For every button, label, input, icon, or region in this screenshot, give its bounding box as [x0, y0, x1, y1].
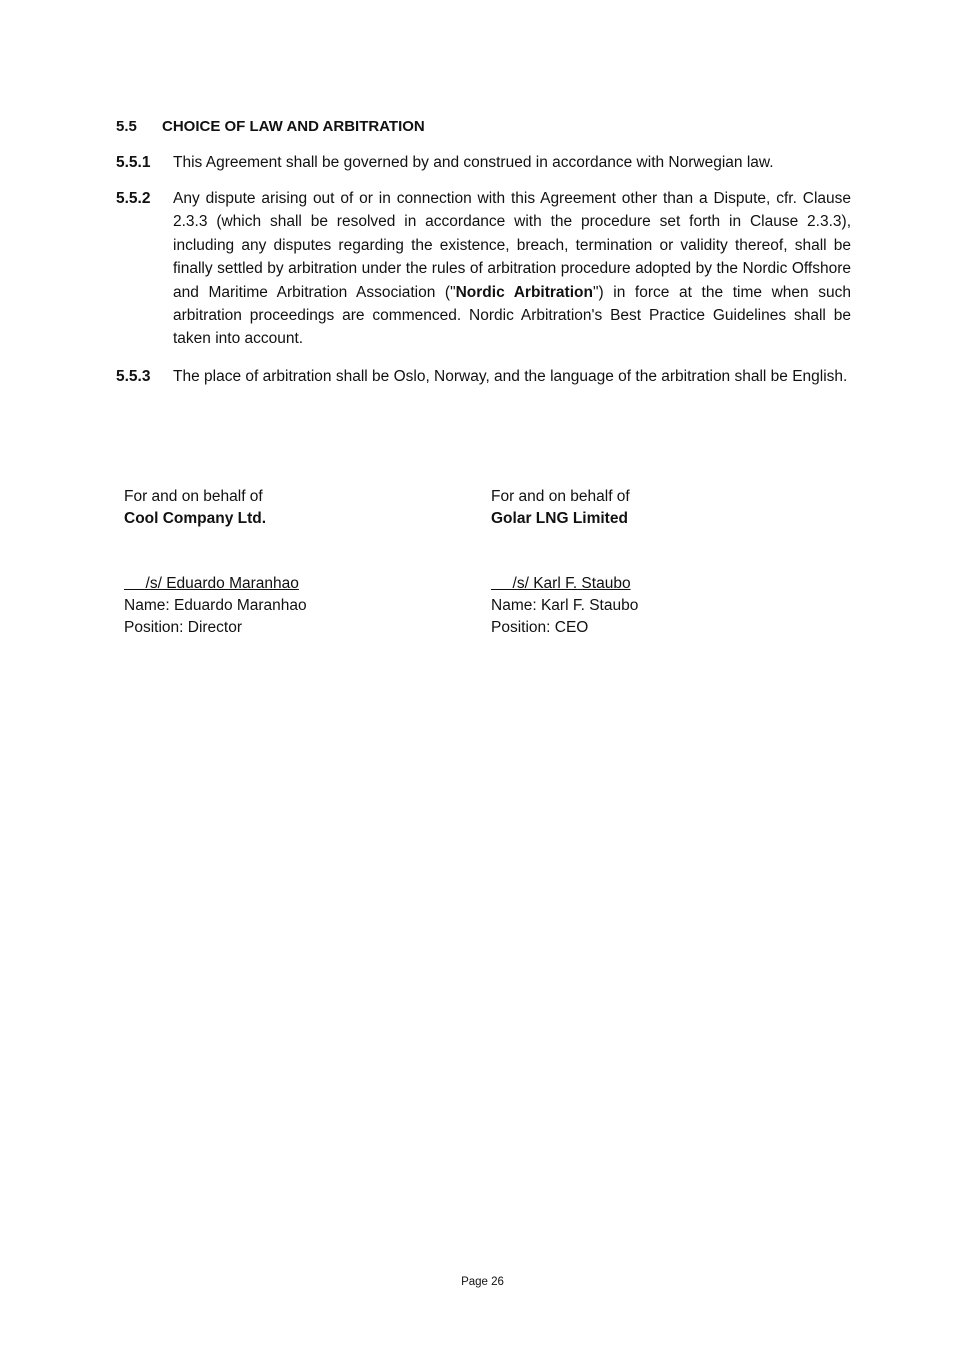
clause-number: 5.5.1 [116, 154, 151, 171]
clause-text: This Agreement shall be governed by and construed in accordance with Norwegian law. [173, 154, 774, 171]
signatory-name: Name: Eduardo Maranhao [124, 597, 307, 614]
party-name: Cool Company Ltd. [124, 510, 267, 527]
page-number: Page 26 [461, 1276, 504, 1288]
signature-block-right [491, 486, 811, 639]
clause-text-part: ") in force at the time when such arbitration proceedings are commenced. Nordic Arbitration's Best Practice Guidelines shall be taken into account. [173, 283, 852, 348]
signatory-position: Position: Director [124, 619, 243, 636]
clause-number: 5.5.3 [116, 368, 151, 385]
signature-line: /s/ Eduardo Maranhao [124, 575, 299, 592]
clause-number: 5.5.2 [116, 190, 151, 207]
signature-line: /s/ Karl F. Staubo [491, 575, 631, 592]
clause-text-part: Any dispute arising out of or in connection with this Agreement other than a Dispute, cfr. Clause 2.3.3 (which shall be resolved in accordance with the procedure set forth in Clause 2.3.3), including any disputes regarding the existence, breach, termination or validity thereof, shall be finally settled by arbitration under the rules of arbitration procedure adopted by the Nordic Offshore and Maritime Arbitration Association (" [173, 190, 851, 301]
signature-block-left [124, 486, 444, 639]
on-behalf-label: For and on behalf of [124, 488, 263, 505]
on-behalf-label: For and on behalf of [491, 488, 630, 505]
section-number: 5.5 [116, 118, 137, 135]
signatory-position: Position: CEO [491, 619, 589, 636]
defined-term: Nordic Arbitration [455, 283, 593, 301]
clause-text: The place of arbitration shall be Oslo, Norway, and the language of the arbitration shall be English. [173, 368, 848, 385]
party-name: Golar LNG Limited [491, 510, 628, 527]
clause-5-5-3 [116, 365, 851, 388]
section-heading [116, 117, 425, 137]
clause-text [173, 187, 851, 351]
section-title: CHOICE OF LAW AND ARBITRATION [162, 118, 425, 135]
signatory-name: Name: Karl F. Staubo [491, 597, 639, 614]
clause-5-5-1 [116, 151, 851, 174]
clause-5-5-2 [116, 187, 851, 351]
